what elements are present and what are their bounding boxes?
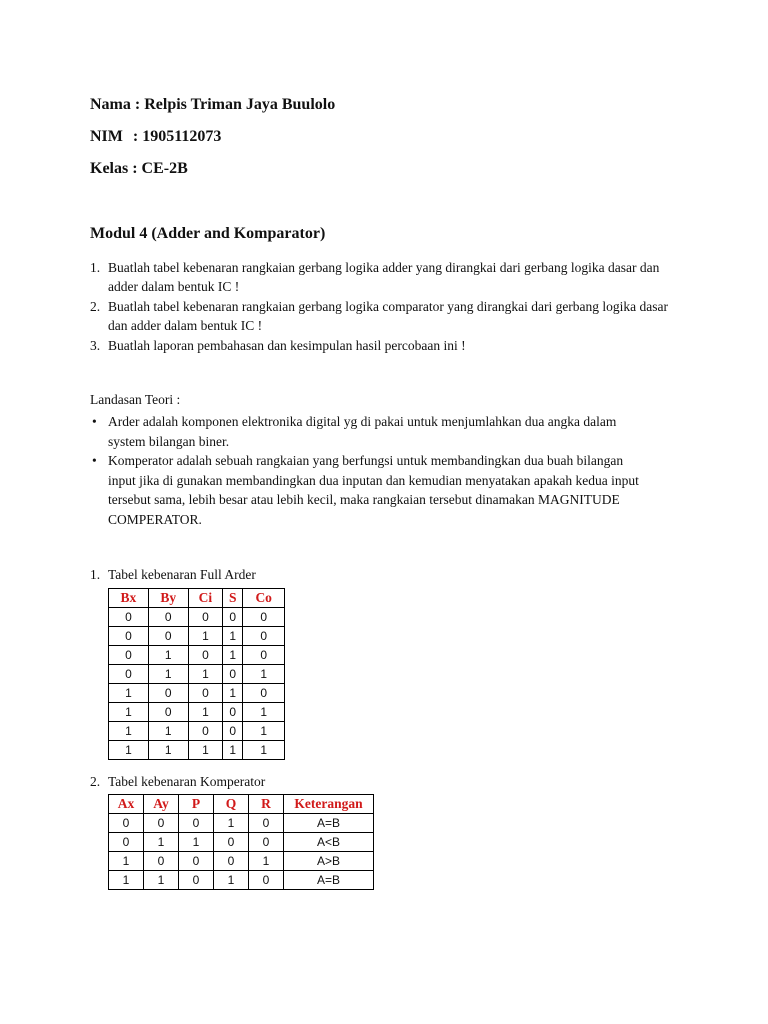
bullet-icon: • [92,453,97,468]
table-cell: 1 [223,684,243,703]
table-row [109,722,285,741]
student-nim [90,128,221,146]
table-header-cell: Co [243,589,285,608]
table-row [109,814,374,833]
table-cell: A=B [284,871,374,890]
table-row [109,684,285,703]
table-cell: 1 [109,703,149,722]
table-cell: 1 [109,871,144,890]
table-cell: 0 [214,852,249,871]
table-header-cell: Keterangan [284,795,374,814]
table-cell: 0 [188,722,222,741]
table-header-cell: S [223,589,243,608]
class-label: Kelas : [90,160,138,177]
bullet-icon: • [92,414,97,429]
table-cell: 0 [179,814,214,833]
table-cell: A<B [284,833,374,852]
table-cell: 0 [223,722,243,741]
table-cell: 0 [243,627,285,646]
table-row [109,608,285,627]
table-cell: 1 [144,871,179,890]
table-cell: 1 [188,627,222,646]
table-row [109,852,374,871]
table-cell: 1 [223,646,243,665]
table-cell: 0 [243,684,285,703]
table-cell: 0 [144,814,179,833]
table-row [109,703,285,722]
table-row [109,833,374,852]
table-cell: 0 [223,665,243,684]
table-cell: 0 [214,833,249,852]
task-item: 2. Buatlah tabel kebenaran rangkaian gerbang logika comparator yang dirangkai dari gerbang logika dasar dan adder dalam bentuk IC ! [90,299,669,333]
table-cell: 0 [109,833,144,852]
table-cell: 0 [243,646,285,665]
comparator-truth-table [108,794,374,890]
table-cell: 0 [148,684,188,703]
adder-table-label: 1. Tabel kebenaran Full Arder [90,567,256,582]
task-item: 1. Buatlah tabel kebenaran rangkaian gerbang logika adder yang dirangkai dari gerbang logika dasar dan adder dalam bentuk IC ! [90,260,660,294]
table-cell: 0 [249,833,284,852]
table-cell: 1 [148,722,188,741]
student-class [90,160,188,178]
table-cell: 1 [109,741,149,760]
nim-value: 1905112073 [142,128,222,145]
table-cell: 1 [144,833,179,852]
table-cell: 1 [188,741,222,760]
table-cell: 0 [223,703,243,722]
comparator-table-label: 2. Tabel kebenaran Komperator [90,774,266,789]
name-label: Nama : [90,96,141,113]
table-cell: 0 [109,646,149,665]
task-text: Buatlah tabel kebenaran rangkaian gerbang logika comparator yang dirangkai dari gerbang logika dasar dan adder dalam bentuk IC ! [108,299,669,333]
table-cell: 1 [148,646,188,665]
table-cell: 1 [148,665,188,684]
table-cell: 1 [243,665,285,684]
theory-text: Komperator adalah sebuah rangkaian yang berfungsi untuk membandingkan dua buah bilangan input jika di gunakan membandingkan dua inputan dan kemudian menyatakan apakah kedua input tersebut sama, lebih besar atau lebih kecil, maka rangkaian tersebut dinamakan MAGNITUDE COMPERATOR. [108,453,639,527]
table-cell: 1 [243,741,285,760]
nim-label: NIM [90,128,123,145]
theory-item [90,451,650,529]
table-row [109,646,285,665]
table-header-cell: Q [214,795,249,814]
nim-sep: : [132,128,139,145]
table-cell: 1 [214,814,249,833]
table-cell: 0 [249,814,284,833]
table-cell: 0 [148,608,188,627]
table-cell: 0 [223,608,243,627]
task-text: Buatlah laporan pembahasan dan kesimpulan hasil percobaan ini ! [108,338,466,353]
table-cell: 1 [148,741,188,760]
table-row [109,741,285,760]
table-cell: 1 [243,722,285,741]
table-cell: 1 [109,852,144,871]
table-cell: 0 [179,852,214,871]
table-cell: 0 [188,646,222,665]
table-row [109,871,374,890]
class-value: CE-2B [141,160,188,177]
module-title: Modul 4 (Adder and Komparator) [90,225,326,242]
theory-list [90,412,650,529]
table-cell: 1 [188,703,222,722]
student-name [90,96,335,114]
table-cell: 1 [223,627,243,646]
table-header-row [109,589,285,608]
table-cell: 0 [243,608,285,627]
table-cell: 0 [148,627,188,646]
table-cell: 0 [109,665,149,684]
theory-title: Landasan Teori : [90,392,181,407]
table-cell: 1 [179,833,214,852]
table-cell: 0 [109,814,144,833]
table-header-cell: Ci [188,589,222,608]
table-cell: 0 [109,627,149,646]
task-item: 3. Buatlah laporan pembahasan dan kesimpulan hasil percobaan ini ! [90,338,466,353]
theory-text: Arder adalah komponen elektronika digital yg di pakai untuk menjumlahkan dua angka dalam system bilangan biner. [108,414,617,449]
table-header-cell: By [148,589,188,608]
table-row [109,665,285,684]
table-header-cell: Bx [109,589,149,608]
table-cell: 1 [109,722,149,741]
table-cell: 0 [249,871,284,890]
table-cell: 1 [249,852,284,871]
adder-truth-table [108,588,285,760]
table-cell: 1 [243,703,285,722]
table-cell: 1 [188,665,222,684]
table-row [109,627,285,646]
table-cell: 0 [144,852,179,871]
table-cell: 0 [109,608,149,627]
table-cell: 1 [109,684,149,703]
table-cell: A>B [284,852,374,871]
theory-item [90,412,650,451]
table-cell: 0 [179,871,214,890]
table-cell: 1 [214,871,249,890]
table-header-row [109,795,374,814]
table-header-cell: R [249,795,284,814]
table-cell: 0 [188,608,222,627]
table-cell: 0 [188,684,222,703]
table-header-cell: Ay [144,795,179,814]
table-header-cell: P [179,795,214,814]
task-text: Buatlah tabel kebenaran rangkaian gerbang logika adder yang dirangkai dari gerbang logika dasar dan adder dalam bentuk IC ! [108,260,660,294]
table-cell: 1 [223,741,243,760]
table-cell: A=B [284,814,374,833]
task-list [90,258,690,356]
name-value: Relpis Triman Jaya Buulolo [144,96,336,113]
table-cell: 0 [148,703,188,722]
table-header-cell: Ax [109,795,144,814]
